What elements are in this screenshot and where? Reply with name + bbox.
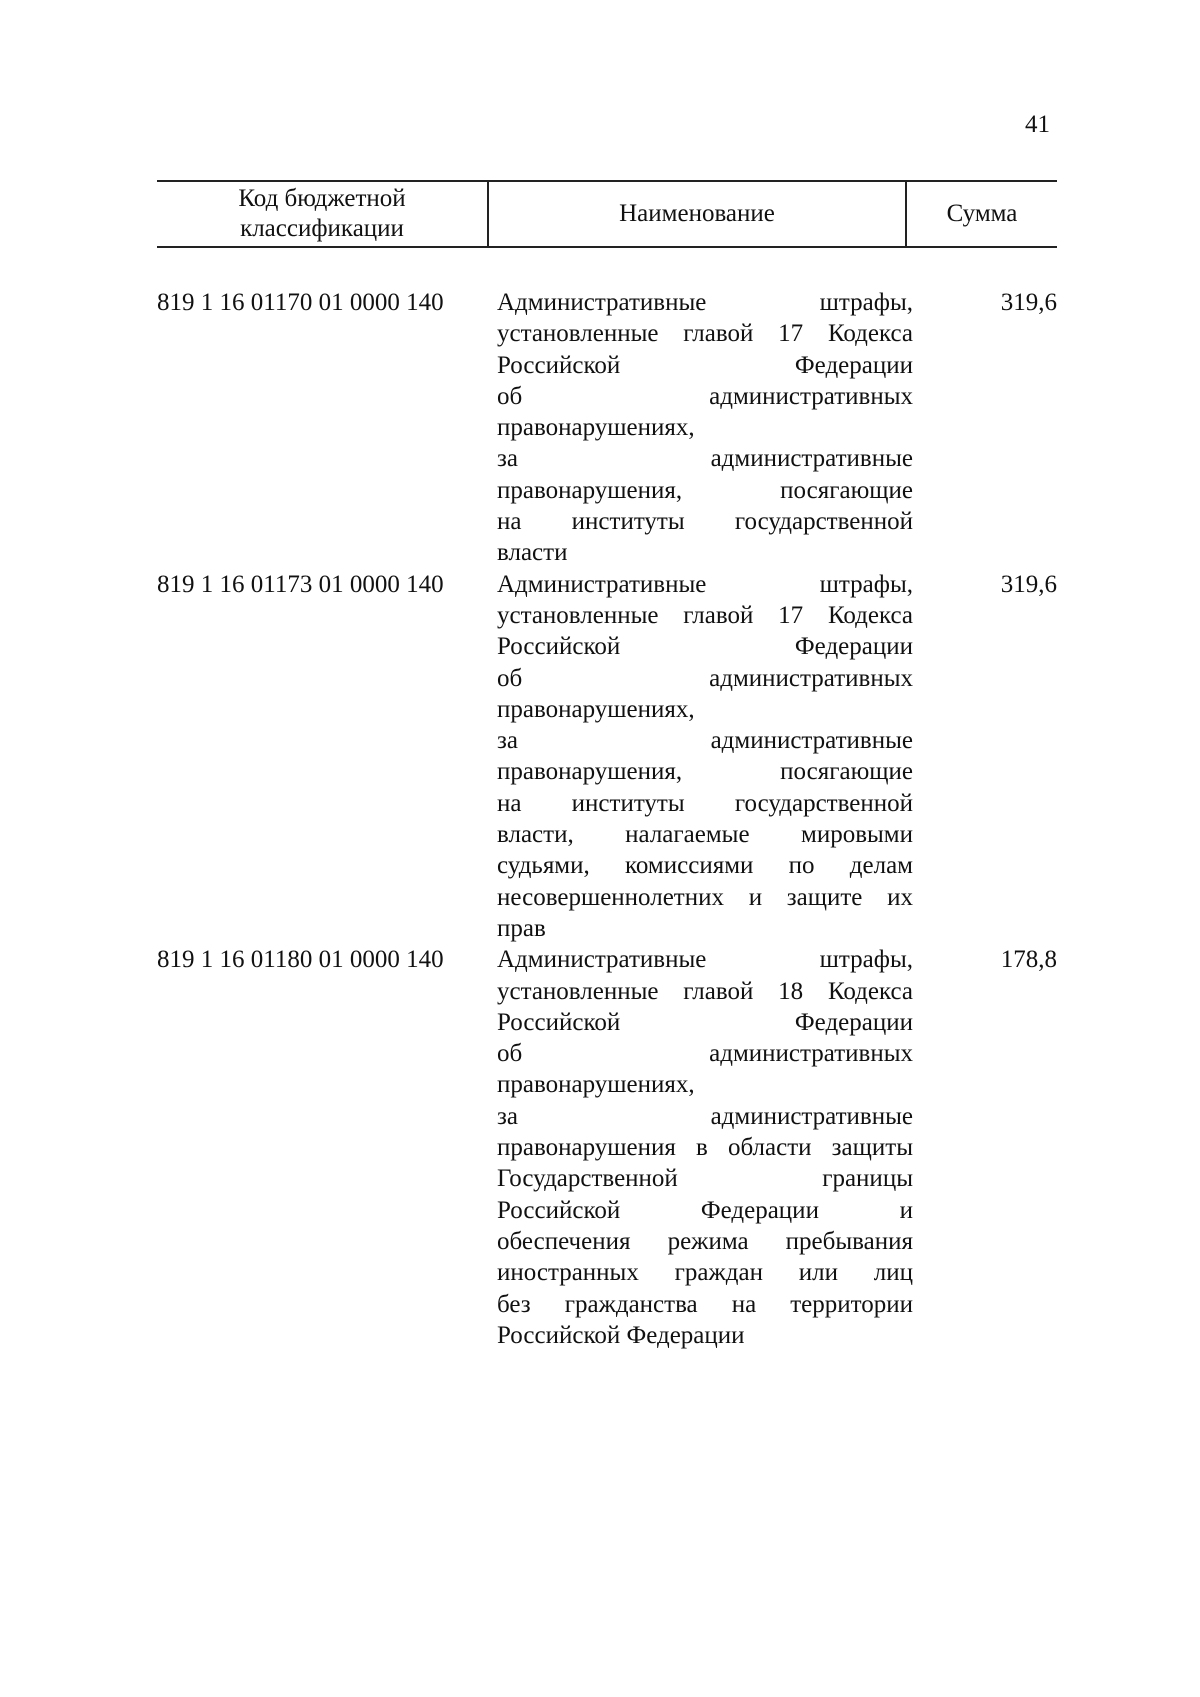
item-name-line: установленные главой 18 Кодекса xyxy=(497,977,913,1005)
item-name xyxy=(497,569,913,945)
item-name-line: Российской Федерации xyxy=(497,1321,745,1349)
item-name-line: правонарушениях, xyxy=(497,1071,695,1099)
item-name-line: установленные главой 17 Кодекса xyxy=(497,320,913,348)
item-name-line: за административные xyxy=(497,445,913,473)
item-name-line: правонарушениях, xyxy=(497,414,695,442)
item-name-line: Российской Федерации xyxy=(497,633,913,661)
item-name-line: Российской Федерации xyxy=(497,351,913,379)
item-name-line: власти, налагаемые мировыми xyxy=(497,821,913,849)
item-name-line: правонарушения, посягающие xyxy=(497,476,913,504)
page-number: 41 xyxy=(1025,111,1050,138)
header-code-label-line2: классификации xyxy=(240,215,404,242)
item-name-line: Административные штрафы, xyxy=(497,946,913,974)
item-name-line: об административных xyxy=(497,382,913,410)
table-header xyxy=(157,180,1057,248)
item-name-line: об административных xyxy=(497,1040,913,1068)
header-code-label-line1: Код бюджетной xyxy=(238,185,406,212)
item-name-line: обеспечения режима пребывания xyxy=(497,1227,913,1255)
table-body xyxy=(157,287,1057,1351)
table-row xyxy=(157,944,1057,1351)
item-name-line: правонарушениях, xyxy=(497,695,695,723)
item-name-line: на институты государственной xyxy=(497,508,913,536)
item-name-line: судьями, комиссиями по делам xyxy=(497,852,913,880)
item-sum: 319,6 xyxy=(1000,289,1057,316)
item-name-line: прав xyxy=(497,914,546,942)
item-name xyxy=(497,287,913,569)
item-name-line: власти xyxy=(497,539,568,567)
item-name-line: Российской Федерации xyxy=(497,1008,913,1036)
header-name-column: Наименование xyxy=(619,200,775,227)
item-name-line: правонарушения в области защиты xyxy=(497,1134,913,1162)
table-row xyxy=(157,287,1057,569)
item-name-line: Государственной границы xyxy=(497,1165,913,1193)
header-sum-column: Сумма xyxy=(946,200,1018,227)
item-sum: 178,8 xyxy=(1000,946,1057,974)
item-name-line: за административные xyxy=(497,1102,913,1130)
item-name-line: без гражданства на территории xyxy=(497,1290,913,1318)
item-name-line: Административные штрафы, xyxy=(497,289,913,316)
header-code-column xyxy=(157,182,487,246)
budget-code: 819 1 16 01170 01 0000 140 xyxy=(157,289,444,316)
budget-code: 819 1 16 01173 01 0000 140 xyxy=(157,570,444,598)
item-name-line: правонарушения, посягающие xyxy=(497,758,913,786)
item-name xyxy=(497,944,913,1351)
item-name-line: об административных xyxy=(497,664,913,692)
item-name-line: Российской Федерации и xyxy=(497,1196,913,1224)
item-sum: 319,6 xyxy=(1000,570,1057,598)
item-name-line: Административные штрафы, xyxy=(497,570,913,598)
item-name-line: установленные главой 17 Кодекса xyxy=(497,601,913,629)
budget-code: 819 1 16 01180 01 0000 140 xyxy=(157,946,444,974)
table-row xyxy=(157,569,1057,945)
item-name-line: на институты государственной xyxy=(497,789,913,817)
item-name-line: иностранных граждан или лиц xyxy=(497,1259,913,1287)
item-name-line: за административные xyxy=(497,727,913,755)
item-name-line: несовершеннолетних и защите их xyxy=(497,883,913,911)
